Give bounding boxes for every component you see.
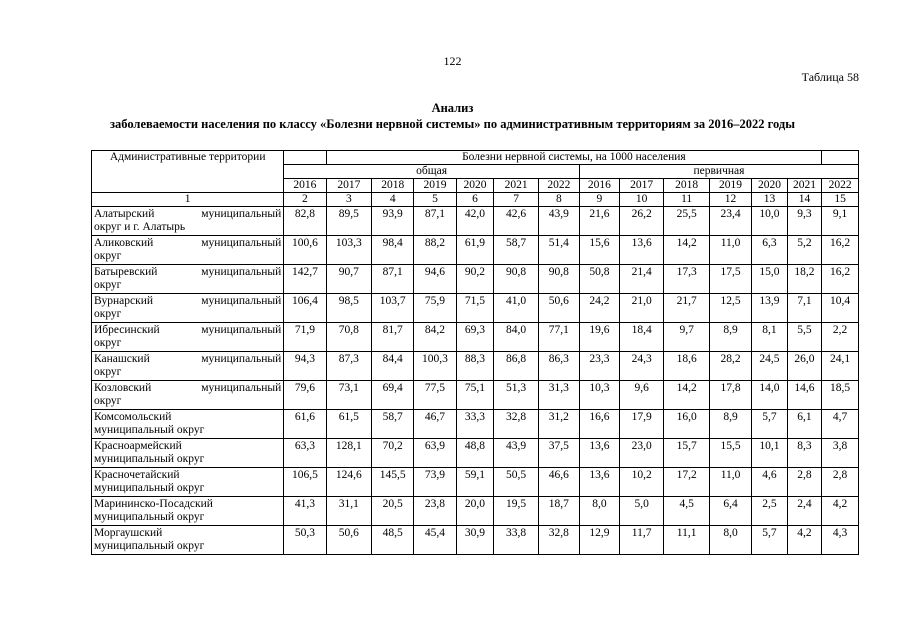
table-cell: 3,8 <box>822 439 859 468</box>
table-cell: 12,5 <box>709 294 751 323</box>
table-cell: 77,5 <box>414 381 456 410</box>
table-cell: 21,0 <box>619 294 663 323</box>
table-cell: 51,4 <box>538 236 579 265</box>
table-cell: 128,1 <box>326 439 372 468</box>
table-cell: 8,9 <box>709 410 751 439</box>
table-cell: 13,6 <box>579 468 619 497</box>
table-cell: 50,8 <box>579 265 619 294</box>
table-cell: 32,8 <box>538 526 579 555</box>
table-cell: 2,4 <box>787 497 821 526</box>
territory-name <box>92 294 284 323</box>
table-cell: 13,6 <box>579 439 619 468</box>
table-cell: 16,2 <box>822 236 859 265</box>
table-cell: 6,4 <box>709 497 751 526</box>
header-row-numbers <box>92 193 859 207</box>
table-cell: 17,9 <box>619 410 663 439</box>
territory-name-line-2: округ <box>94 308 122 320</box>
table-cell: 12,9 <box>579 526 619 555</box>
table-cell: 94,3 <box>284 352 326 381</box>
column-number: 6 <box>456 193 494 207</box>
table-cell: 41,3 <box>284 497 326 526</box>
table-cell: 94,6 <box>414 265 456 294</box>
table-cell: 50,6 <box>326 526 372 555</box>
table-cell: 20,5 <box>372 497 414 526</box>
table-cell: 19,5 <box>494 497 538 526</box>
table-cell: 88,3 <box>456 352 494 381</box>
table-cell: 84,4 <box>372 352 414 381</box>
territory-name-line-1: Вурнарский муниципальный <box>94 295 282 307</box>
table-cell: 73,9 <box>414 468 456 497</box>
table-cell: 8,0 <box>579 497 619 526</box>
header-year: 2022 <box>822 179 859 193</box>
table-cell: 63,3 <box>284 439 326 468</box>
header-year: 2018 <box>664 179 710 193</box>
territory-name <box>92 439 284 468</box>
header-year: 2020 <box>456 179 494 193</box>
table-cell: 14,2 <box>664 381 710 410</box>
table-cell: 90,8 <box>494 265 538 294</box>
table-cell: 23,4 <box>709 207 751 236</box>
table-cell: 106,5 <box>284 468 326 497</box>
table-cell: 18,7 <box>538 497 579 526</box>
table-row <box>92 236 859 265</box>
territory-name <box>92 236 284 265</box>
table-cell: 11,7 <box>619 526 663 555</box>
table-cell: 5,0 <box>619 497 663 526</box>
territory-name-line-1: Аликовский муниципальный <box>94 237 282 249</box>
table-cell: 24,5 <box>752 352 788 381</box>
table-cell: 8,0 <box>709 526 751 555</box>
table-cell: 10,1 <box>752 439 788 468</box>
column-number: 8 <box>538 193 579 207</box>
territory-name-line-1: Алатырский муниципальный <box>94 208 282 220</box>
territory-name-line-2: округ <box>94 366 122 378</box>
table-cell: 18,4 <box>619 323 663 352</box>
table-cell: 42,6 <box>494 207 538 236</box>
table-cell: 84,0 <box>494 323 538 352</box>
table-cell: 17,2 <box>664 468 710 497</box>
table-row <box>92 381 859 410</box>
table-cell: 16,0 <box>664 410 710 439</box>
table-row <box>92 439 859 468</box>
table-cell: 6,1 <box>787 410 821 439</box>
table-cell: 45,4 <box>414 526 456 555</box>
table-cell: 17,5 <box>709 265 751 294</box>
table-cell: 46,7 <box>414 410 456 439</box>
table-cell: 11,1 <box>664 526 710 555</box>
table-cell: 25,5 <box>664 207 710 236</box>
table-cell: 50,3 <box>284 526 326 555</box>
territory-name-line-2: округ и г. Алатырь <box>94 221 186 233</box>
header-year: 2016 <box>284 179 326 193</box>
table-cell: 18,2 <box>787 265 821 294</box>
table-cell: 23,3 <box>579 352 619 381</box>
table-cell: 5,5 <box>787 323 821 352</box>
territory-name-line-2: округ <box>94 395 122 407</box>
column-number: 3 <box>326 193 372 207</box>
header-year: 2017 <box>619 179 663 193</box>
table-cell: 8,3 <box>787 439 821 468</box>
table-row <box>92 352 859 381</box>
page-number: 122 <box>443 54 462 68</box>
territory-name <box>92 381 284 410</box>
table-cell: 15,6 <box>579 236 619 265</box>
table-cell: 11,0 <box>709 236 751 265</box>
table-cell: 124,6 <box>326 468 372 497</box>
table-cell: 71,9 <box>284 323 326 352</box>
table-cell: 43,9 <box>494 439 538 468</box>
header-general: общая <box>284 165 580 179</box>
table-cell: 10,2 <box>619 468 663 497</box>
table-cell: 61,6 <box>284 410 326 439</box>
table-cell: 2,8 <box>787 468 821 497</box>
table-cell: 8,9 <box>709 323 751 352</box>
column-number: 12 <box>709 193 751 207</box>
table-cell: 100,3 <box>414 352 456 381</box>
table-cell: 46,6 <box>538 468 579 497</box>
table-cell: 18,5 <box>822 381 859 410</box>
header-spacer <box>284 151 326 165</box>
table-cell: 16,2 <box>822 265 859 294</box>
table-cell: 13,9 <box>752 294 788 323</box>
table-cell: 4,7 <box>822 410 859 439</box>
table-cell: 4,2 <box>822 497 859 526</box>
table-cell: 63,9 <box>414 439 456 468</box>
table-cell: 41,0 <box>494 294 538 323</box>
table-cell: 100,6 <box>284 236 326 265</box>
table-cell: 6,3 <box>752 236 788 265</box>
header-year: 2021 <box>494 179 538 193</box>
header-year: 2017 <box>326 179 372 193</box>
territory-name-line-1: Моргаушский <box>94 527 163 539</box>
territory-name <box>92 207 284 236</box>
table-cell: 5,7 <box>752 410 788 439</box>
table-row <box>92 526 859 555</box>
header-year: 2018 <box>372 179 414 193</box>
territory-name-line-1: Марининско-Посадский <box>94 498 213 510</box>
table-cell: 13,6 <box>619 236 663 265</box>
table-cell: 14,6 <box>787 381 821 410</box>
table-cell: 51,3 <box>494 381 538 410</box>
table-cell: 88,2 <box>414 236 456 265</box>
title-line-2: заболеваемости населения по классу «Болезни нервной системы» по административным территориям за 2016–2022 годы <box>109 117 796 131</box>
table-cell: 98,4 <box>372 236 414 265</box>
territory-name <box>92 265 284 294</box>
table-cell: 23,0 <box>619 439 663 468</box>
territory-name <box>92 526 284 555</box>
table-cell: 2,2 <box>822 323 859 352</box>
table-cell: 33,3 <box>456 410 494 439</box>
table-cell: 50,5 <box>494 468 538 497</box>
table-cell: 26,0 <box>787 352 821 381</box>
table-cell: 61,5 <box>326 410 372 439</box>
table-cell: 86,3 <box>538 352 579 381</box>
column-number: 10 <box>619 193 663 207</box>
table-cell: 24,2 <box>579 294 619 323</box>
territory-name <box>92 410 284 439</box>
table-row <box>92 265 859 294</box>
table-cell: 31,1 <box>326 497 372 526</box>
territory-name-line-1: Козловский муниципальный <box>94 382 282 394</box>
table-cell: 10,0 <box>752 207 788 236</box>
table-cell: 4,6 <box>752 468 788 497</box>
table-cell: 58,7 <box>494 236 538 265</box>
table-cell: 103,7 <box>372 294 414 323</box>
morbidity-table <box>91 150 859 555</box>
table-cell: 26,2 <box>619 207 663 236</box>
territory-name-line-1: Комсомольский <box>94 411 172 423</box>
table-cell: 15,0 <box>752 265 788 294</box>
table-cell: 75,1 <box>456 381 494 410</box>
table-cell: 17,8 <box>709 381 751 410</box>
table-cell: 24,1 <box>822 352 859 381</box>
table-title <box>0 100 905 132</box>
territory-name-line-2: округ <box>94 250 122 262</box>
table-cell: 10,4 <box>822 294 859 323</box>
table-cell: 2,5 <box>752 497 788 526</box>
table-cell: 70,2 <box>372 439 414 468</box>
header-year: 2021 <box>787 179 821 193</box>
table-cell: 79,6 <box>284 381 326 410</box>
table-cell: 15,7 <box>664 439 710 468</box>
territory-name-line-1: Канашский муниципальный <box>94 353 282 365</box>
table-label: Таблица 58 <box>801 70 859 84</box>
column-number: 2 <box>284 193 326 207</box>
table-cell: 87,1 <box>414 207 456 236</box>
table-cell: 28,2 <box>709 352 751 381</box>
table-row <box>92 294 859 323</box>
territory-name-line-1: Красночетайский <box>94 469 180 481</box>
table-cell: 23,8 <box>414 497 456 526</box>
territory-name <box>92 323 284 352</box>
table-cell: 103,3 <box>326 236 372 265</box>
table-cell: 4,3 <box>822 526 859 555</box>
table-cell: 31,3 <box>538 381 579 410</box>
column-number: 14 <box>787 193 821 207</box>
table-cell: 2,8 <box>822 468 859 497</box>
table-cell: 9,6 <box>619 381 663 410</box>
column-number: 1 <box>92 193 284 207</box>
header-row-group <box>92 151 859 165</box>
header-primary: первичная <box>579 165 858 179</box>
table-cell: 89,5 <box>326 207 372 236</box>
table-cell: 93,9 <box>372 207 414 236</box>
title-line-1: Анализ <box>431 101 474 115</box>
table-cell: 14,0 <box>752 381 788 410</box>
territory-name-line-1: Красноармейский <box>94 440 182 452</box>
table-cell: 87,3 <box>326 352 372 381</box>
column-number: 9 <box>579 193 619 207</box>
table-cell: 9,3 <box>787 207 821 236</box>
territory-name-line-2: муниципальный округ <box>94 424 205 436</box>
table-cell: 106,4 <box>284 294 326 323</box>
table-row <box>92 323 859 352</box>
header-year: 2019 <box>709 179 751 193</box>
table-cell: 14,2 <box>664 236 710 265</box>
table-cell: 42,0 <box>456 207 494 236</box>
table-cell: 98,5 <box>326 294 372 323</box>
table-cell: 59,1 <box>456 468 494 497</box>
table-cell: 16,6 <box>579 410 619 439</box>
table-cell: 90,8 <box>538 265 579 294</box>
table-cell: 7,1 <box>787 294 821 323</box>
table-cell: 82,8 <box>284 207 326 236</box>
table-cell: 84,2 <box>414 323 456 352</box>
table-cell: 48,8 <box>456 439 494 468</box>
table-row <box>92 410 859 439</box>
table-cell: 4,2 <box>787 526 821 555</box>
table-cell: 9,1 <box>822 207 859 236</box>
table-cell: 24,3 <box>619 352 663 381</box>
table-cell: 58,7 <box>372 410 414 439</box>
table-cell: 21,7 <box>664 294 710 323</box>
territory-name-line-2: муниципальный округ <box>94 511 205 523</box>
table-cell: 9,7 <box>664 323 710 352</box>
territory-name-line-2: округ <box>94 279 122 291</box>
table-cell: 4,5 <box>664 497 710 526</box>
table-cell: 10,3 <box>579 381 619 410</box>
header-group: Болезни нервной системы, на 1000 населения <box>326 151 822 165</box>
table-cell: 21,6 <box>579 207 619 236</box>
column-number: 13 <box>752 193 788 207</box>
table-cell: 69,3 <box>456 323 494 352</box>
table-cell: 70,8 <box>326 323 372 352</box>
table-cell: 90,2 <box>456 265 494 294</box>
territory-name-line-2: округ <box>94 337 122 349</box>
table-cell: 20,0 <box>456 497 494 526</box>
table-cell: 31,2 <box>538 410 579 439</box>
header-territory: Административные территории <box>92 151 284 193</box>
table-row <box>92 207 859 236</box>
header-spacer <box>822 151 859 165</box>
table-cell: 19,6 <box>579 323 619 352</box>
territory-name-line-1: Батыревский муниципальный <box>94 266 282 278</box>
table-cell: 81,7 <box>372 323 414 352</box>
territory-name-line-2: муниципальный округ <box>94 540 205 552</box>
table-cell: 5,2 <box>787 236 821 265</box>
table-cell: 61,9 <box>456 236 494 265</box>
column-number: 5 <box>414 193 456 207</box>
table-cell: 11,0 <box>709 468 751 497</box>
header-year: 2019 <box>414 179 456 193</box>
table-cell: 8,1 <box>752 323 788 352</box>
table-cell: 77,1 <box>538 323 579 352</box>
header-year: 2020 <box>752 179 788 193</box>
territory-name-line-2: муниципальный округ <box>94 482 205 494</box>
table-cell: 69,4 <box>372 381 414 410</box>
table-row <box>92 468 859 497</box>
column-number: 7 <box>494 193 538 207</box>
table-cell: 17,3 <box>664 265 710 294</box>
table-cell: 15,5 <box>709 439 751 468</box>
table-row <box>92 497 859 526</box>
table-cell: 18,6 <box>664 352 710 381</box>
table-cell: 50,6 <box>538 294 579 323</box>
table-cell: 90,7 <box>326 265 372 294</box>
territory-name <box>92 352 284 381</box>
header-year: 2016 <box>579 179 619 193</box>
table-cell: 86,8 <box>494 352 538 381</box>
territory-name <box>92 468 284 497</box>
table-cell: 43,9 <box>538 207 579 236</box>
table-cell: 37,5 <box>538 439 579 468</box>
table-cell: 71,5 <box>456 294 494 323</box>
table-cell: 75,9 <box>414 294 456 323</box>
territory-name-line-2: муниципальный округ <box>94 453 205 465</box>
table-cell: 73,1 <box>326 381 372 410</box>
column-number: 11 <box>664 193 710 207</box>
table-cell: 30,9 <box>456 526 494 555</box>
table-cell: 145,5 <box>372 468 414 497</box>
header-year: 2022 <box>538 179 579 193</box>
table-cell: 87,1 <box>372 265 414 294</box>
table-cell: 21,4 <box>619 265 663 294</box>
table-cell: 33,8 <box>494 526 538 555</box>
table-cell: 142,7 <box>284 265 326 294</box>
table-cell: 5,7 <box>752 526 788 555</box>
column-number: 4 <box>372 193 414 207</box>
territory-name-line-1: Ибресинский муниципальный <box>94 324 282 336</box>
territory-name <box>92 497 284 526</box>
table-cell: 32,8 <box>494 410 538 439</box>
column-number: 15 <box>822 193 859 207</box>
table-cell: 48,5 <box>372 526 414 555</box>
